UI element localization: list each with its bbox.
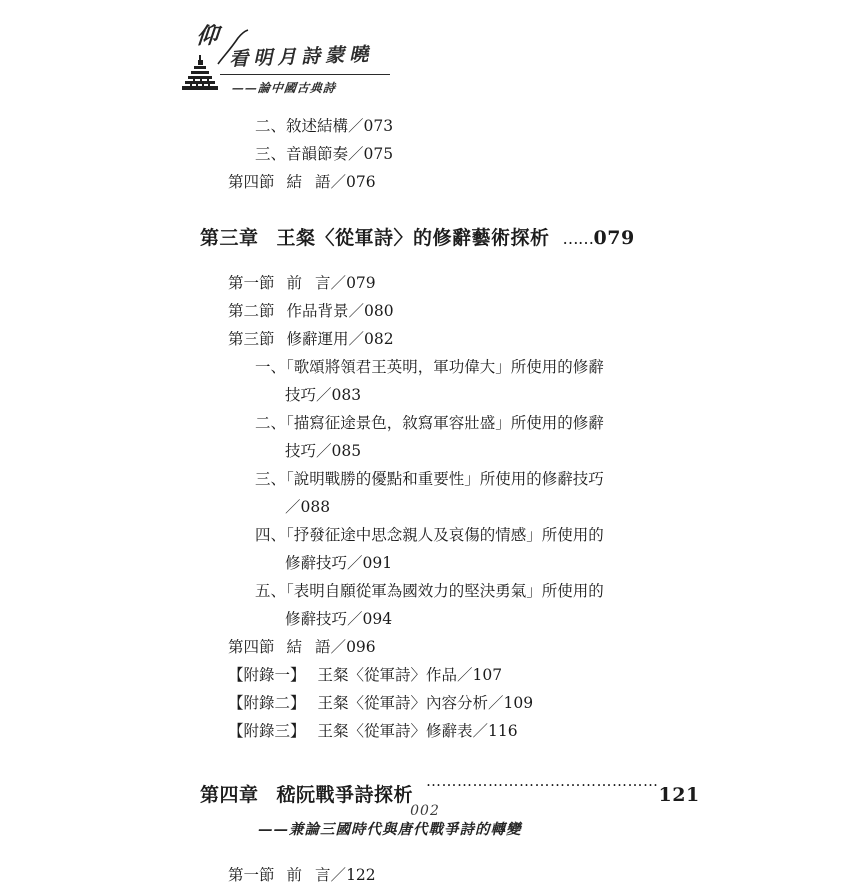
- toc-entry-appendix-1[interactable]: [0, 661, 850, 689]
- item-text-line-1: 三、「說明戰勝的優點和重要性」所使用的修辭技巧: [255, 470, 604, 488]
- section-sep: ／: [330, 866, 347, 884]
- logo-char-rest: 看明月詩蒙曉: [228, 43, 374, 71]
- toc-entry-ch3-item-2-cont[interactable]: [0, 437, 850, 465]
- section-page: 082: [364, 330, 394, 348]
- section-name-2: 言: [315, 866, 331, 884]
- item-text-line-1: 五、「表明自願從軍為國效力的堅決勇氣」所使用的: [255, 582, 604, 600]
- chapter-number: 第四章: [200, 784, 259, 806]
- section-name: 結: [286, 173, 303, 191]
- section-name: 前: [286, 274, 303, 292]
- toc-entry-ch3-section1[interactable]: [0, 269, 850, 297]
- item-text-line-1: 四、「抒發征途中思念親人及哀傷的情感」所使用的: [255, 526, 604, 544]
- chapter-page: 079: [593, 227, 635, 249]
- section-name: 修辭運用: [286, 330, 349, 348]
- section-label: 第四節: [228, 638, 275, 656]
- chapter-leader: ……: [562, 229, 594, 248]
- toc-entry-ch3-section2[interactable]: [0, 297, 850, 325]
- masthead: [176, 22, 536, 102]
- masthead-rule: [220, 74, 390, 75]
- section-page: 096: [346, 638, 376, 656]
- folio-number: 002: [410, 803, 440, 819]
- toc-list: [0, 112, 850, 889]
- appendix-label: 【附錄三】: [228, 722, 306, 740]
- toc-entry-ch3-item-5[interactable]: [0, 577, 850, 605]
- item-text-line-2: 技巧／083: [285, 386, 362, 404]
- toc-entry-text: 三、音韻節奏／075: [255, 145, 394, 163]
- masthead-logo-subtitle: ——論中國古典詩: [231, 81, 337, 95]
- section-name-2: 語: [315, 638, 331, 656]
- toc-chapter-4-subtitle: [0, 815, 850, 845]
- section-sep: ／: [330, 274, 347, 292]
- item-text-line-2: 修辭技巧／094: [285, 610, 393, 628]
- section-name: 作品背景: [286, 302, 349, 320]
- section-name: 前: [286, 866, 303, 884]
- appendix-title: 王粲〈從軍詩〉作品／107: [317, 666, 503, 684]
- section-name: 結: [286, 638, 303, 656]
- logo-char-first: 仰: [195, 22, 220, 50]
- toc-entry-ch3-item-4-cont[interactable]: [0, 549, 850, 577]
- toc-entry-ch3-section4[interactable]: [0, 633, 850, 661]
- section-page: 079: [346, 274, 376, 292]
- toc-entry-ch3-item-3-cont[interactable]: [0, 493, 850, 521]
- chapter-page: 121: [658, 784, 700, 806]
- toc-entry-ch3-item-5-cont[interactable]: [0, 605, 850, 633]
- item-text-line-1: 一、「歌頌將領君王英明，軍功偉大」所使用的修辭: [255, 358, 604, 376]
- appendix-label: 【附錄一】: [228, 666, 306, 684]
- section-name-2: 言: [315, 274, 331, 292]
- chapter-number: 第三章: [200, 227, 259, 249]
- section-label: 第一節: [228, 274, 275, 292]
- section-sep: ／: [348, 302, 365, 320]
- toc-entry-ch4-section1[interactable]: [0, 861, 850, 889]
- section-label: 第一節: [228, 866, 275, 884]
- toc-entry-ch3-item-1-cont[interactable]: [0, 381, 850, 409]
- toc-chapter-3[interactable]: [0, 218, 850, 259]
- chapter-subtitle-text: ——兼論三國時代與唐代戰爭詩的轉變: [258, 821, 522, 838]
- section-label: 第三節: [228, 330, 275, 348]
- item-text-line-2: ／088: [285, 498, 331, 516]
- toc-entry-ch3-item-3[interactable]: [0, 465, 850, 493]
- section-sep: ／: [330, 638, 347, 656]
- chapter-title: 嵇阮戰爭詩探析: [276, 784, 414, 806]
- appendix-title: 王粲〈從軍詩〉內容分析／109: [317, 694, 534, 712]
- chapter-leader: ………………………………………: [426, 772, 659, 790]
- toc-entry-narrative-structure[interactable]: [0, 112, 850, 140]
- section-page: 122: [346, 866, 376, 884]
- item-text-line-2: 技巧／085: [285, 442, 362, 460]
- toc-entry-ch3-item-4[interactable]: [0, 521, 850, 549]
- chapter-title: 王粲〈從軍詩〉的修辭藝術探析: [276, 227, 550, 249]
- section-label: 第四節: [228, 173, 275, 191]
- toc-entry-text: 二、敘述結構／073: [255, 117, 394, 135]
- page-folio: [0, 803, 850, 819]
- section-page: 080: [364, 302, 394, 320]
- section-label: 第二節: [228, 302, 275, 320]
- toc-entry-ch3-section3[interactable]: [0, 325, 850, 353]
- appendix-label: 【附錄二】: [228, 694, 306, 712]
- toc-entry-appendix-2[interactable]: [0, 689, 850, 717]
- section-sep: ／: [348, 330, 365, 348]
- toc-entry-ch3-item-1[interactable]: [0, 353, 850, 381]
- toc-entry-appendix-3[interactable]: [0, 717, 850, 745]
- section-page: 語／076: [315, 173, 376, 191]
- toc-entry-ch3-item-2[interactable]: [0, 409, 850, 437]
- toc-entry-ch2-section4[interactable]: [0, 168, 850, 196]
- item-text-line-1: 二、「描寫征途景色，敘寫軍容壯盛」所使用的修辭: [255, 414, 604, 432]
- appendix-title: 王粲〈從軍詩〉修辭表／116: [317, 722, 518, 740]
- item-text-line-2: 修辭技巧／091: [285, 554, 393, 572]
- toc-entry-phonetic-rhythm[interactable]: [0, 140, 850, 168]
